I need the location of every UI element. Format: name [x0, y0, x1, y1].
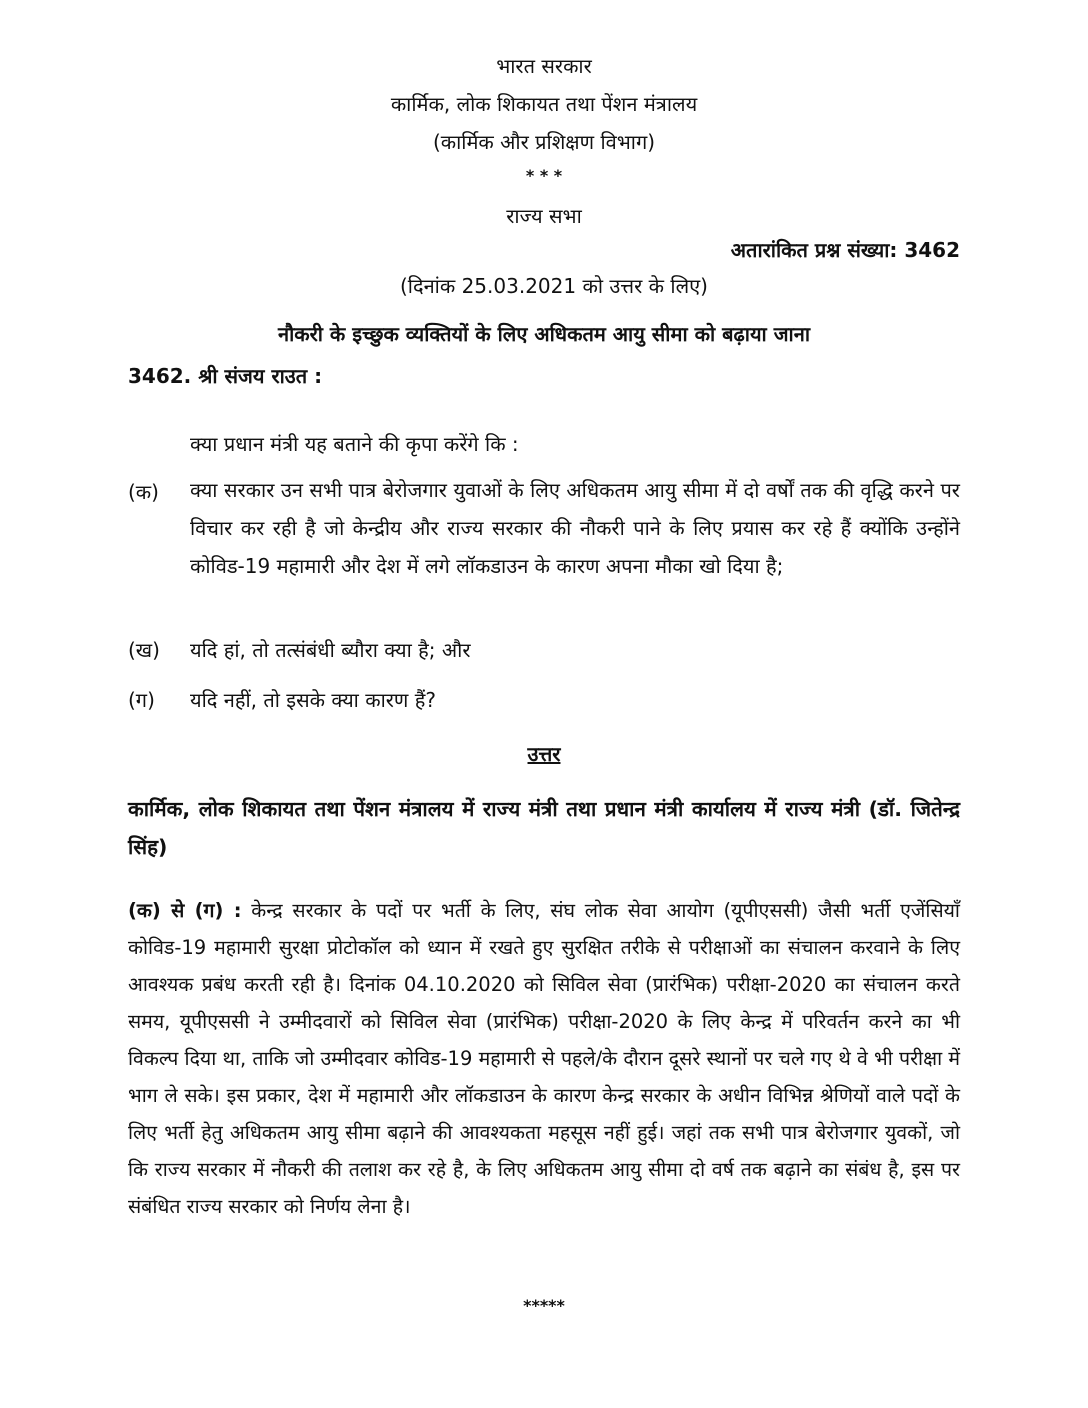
part-text-kha: यदि हां, तो तत्संबंधी ब्यौरा क्या है; और [190, 638, 471, 662]
part-label-kha: (ख) [128, 638, 160, 662]
ministry-name: कार्मिक, लोक शिकायत तथा पेंशन मंत्रालय [390, 92, 698, 116]
answer-heading: उत्तर [527, 742, 561, 766]
header-separator: * * * [525, 166, 563, 185]
question-title: नौकरी के इच्छुक व्यक्तियों के लिए अधिकतम आयु सीमा को बढ़ाया जाना [277, 322, 811, 346]
part-label-ga: (ग) [128, 688, 155, 712]
part-label-ka: (क) [128, 480, 159, 504]
answer-date: (दिनांक 25.03.2021 को उत्तर के लिए) [399, 274, 708, 298]
answering-minister: कार्मिक, लोक शिकायत तथा पेंशन मंत्रालय में राज्य मंत्री तथा प्रधान मंत्री कार्यालय में राज्य मंत्री (डॉ. जितेन्द्र सिंह) [128, 797, 960, 859]
part-text-ga: यदि नहीं, तो इसके क्या कारण हैं? [190, 688, 436, 712]
question-asker: 3462. श्री संजय राउत : [128, 364, 323, 388]
department-name: (कार्मिक और प्रशिक्षण विभाग) [432, 130, 656, 154]
answer-paragraph [128, 892, 960, 1225]
answer-body: केन्द्र सरकार के पदों पर भर्ती के लिए, संघ लोक सेवा आयोग (यूपीएससी) जैसी भर्ती एजेंसियाँ कोविड-19 महामारी सुरक्षा प्रोटोकॉल को ध्यान में रखते हुए सुरक्षित तरीके से परीक्षाओं का संचालन करवाने के लिए आवश्यक प्रबंध करती रही है। दिनांक 04.10.2020 को सिविल सेवा (प्रारंभिक) परीक्षा-2020 का संचालन करते समय, यूपीएससी ने उम्मीदवारों को सिविल सेवा (प्रारंभिक) परीक्षा-2020 के लिए केन्द्र में परिवर्तन करने का भी विकल्प दिया था, ताकि जो उम्मीदवार कोविड-19 महामारी से पहले/के दौरान दूसरे स्थानों पर चले गए थे वे भी परीक्षा में भाग ले सके। इस प्रकार, देश में महामारी और लॉकडाउन के कारण केन्द्र सरकार के अधीन विभिन्न श्रेणियों वाले पदों के लिए भर्ती हेतु अधिकतम आयु सीमा बढ़ाने की आवश्यकता महसूस नहीं हुई। जहां तक सभी पात्र बेरोजगार युवकों, जो कि राज्य सरकार में नौकरी की तलाश कर रहे है, के लिए अधिकतम आयु सीमा दो वर्ष तक बढ़ाने का संबंध है, इस पर संबंधित राज्य सरकार को निर्णय लेना है। [128, 899, 960, 1218]
answer-part-label: (क) से (ग) : [128, 899, 242, 922]
part-text-ka: क्या सरकार उन सभी पात्र बेरोजगार युवाओं के लिए अधिकतम आयु सीमा में दो वर्षों तक की वृद्धि करने पर विचार कर रही है जो केन्द्रीय और राज्य सरकार की नौकरी पाने के लिए प्रयास कर रहे हैं क्योंकि उन्होंने कोविड-19 महामारी और देश में लगे लॉकडाउन के कारण अपना मौका खो दिया है; [190, 478, 960, 578]
house-name: राज्य सभा [506, 204, 582, 228]
end-mark: ***** [523, 1296, 565, 1315]
question-intro: क्या प्रधान मंत्री यह बताने की कृपा करेंगे कि : [190, 432, 519, 456]
government-name: भारत सरकार [496, 54, 592, 78]
question-number: अतारांकित प्रश्न संख्या: 3462 [730, 238, 960, 262]
